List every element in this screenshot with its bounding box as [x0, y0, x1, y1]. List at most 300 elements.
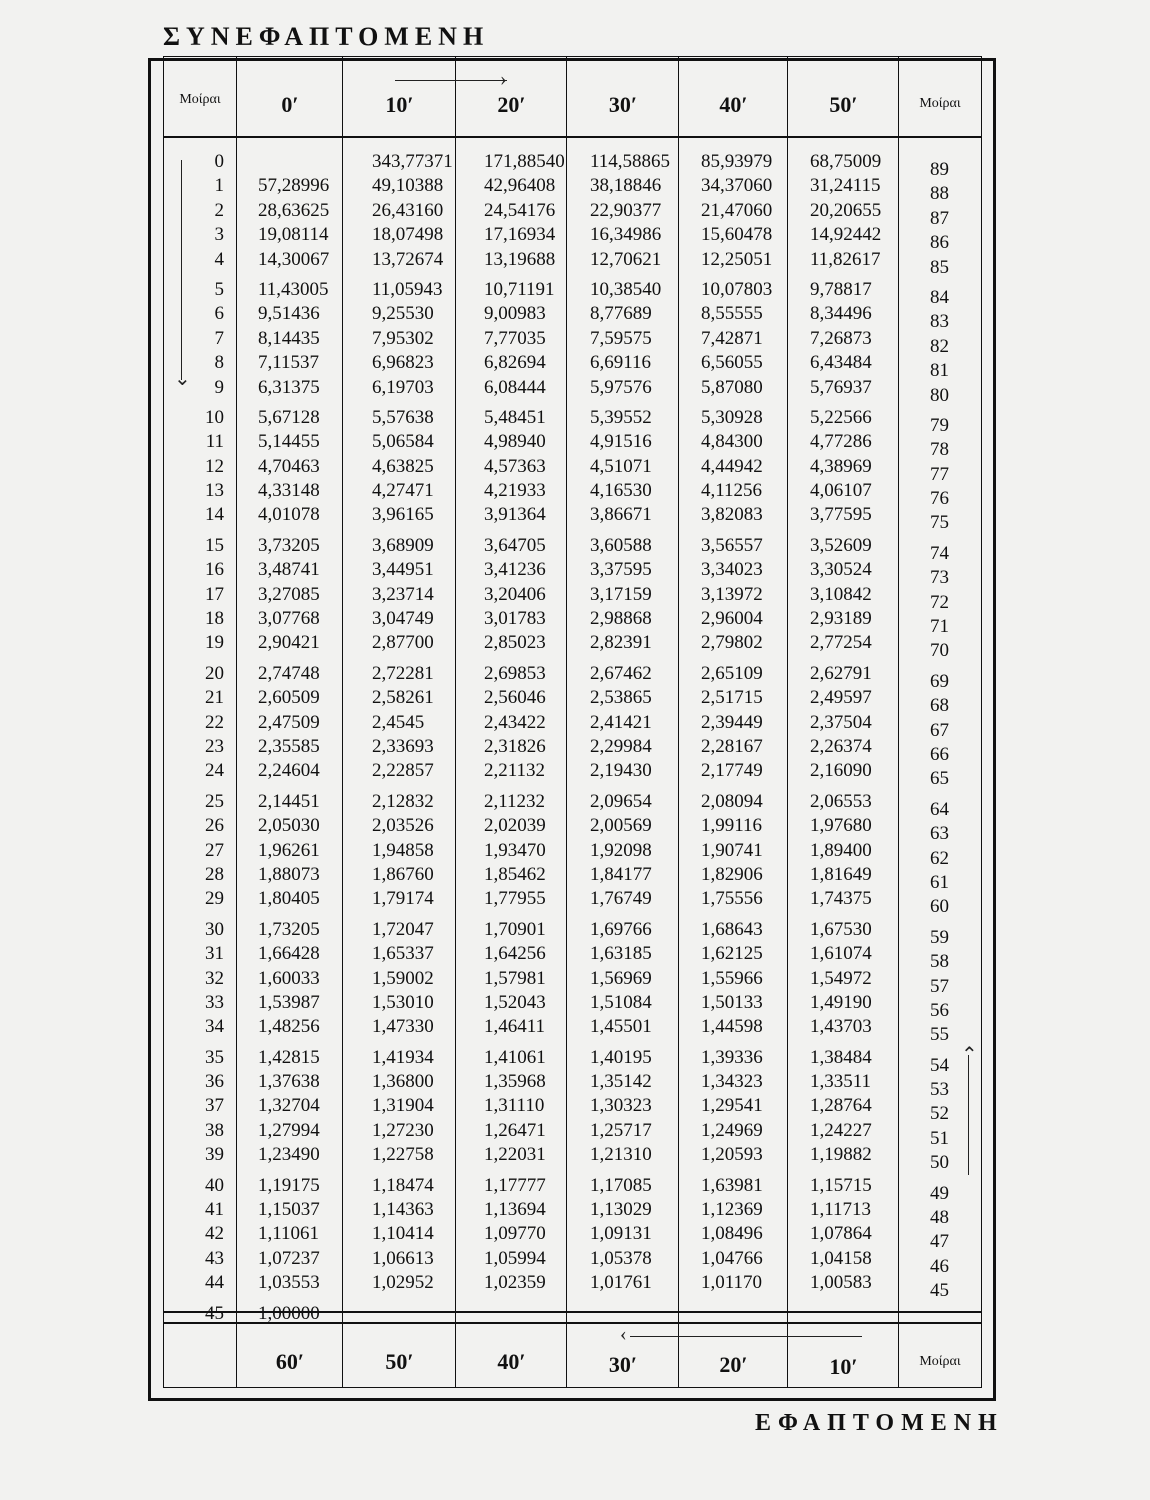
table-cell: 1,03553: [258, 1272, 320, 1294]
table-cell: 7,95302: [372, 327, 434, 349]
table-cell: 2: [214, 199, 224, 221]
table-cell: 3,48741: [258, 559, 320, 581]
table-cell: 5,76937: [810, 376, 872, 398]
table-cell: 29: [205, 888, 224, 910]
table-cell: 1,69766: [590, 918, 652, 940]
footer-arrow-left: [630, 1336, 862, 1337]
table-cell: 1: [214, 175, 224, 197]
table-cell: 34: [205, 1016, 224, 1038]
table-cell: 2,24604: [258, 760, 320, 782]
table-cell: 13,19688: [484, 248, 556, 270]
table-cell: 1,27994: [258, 1119, 320, 1141]
table-cell: 2,49597: [810, 687, 872, 709]
table-cell: 3,68909: [372, 534, 434, 556]
table-cell: 1,41934: [372, 1046, 434, 1068]
table-cell: 10,71191: [484, 278, 555, 300]
table-cell: 4,63825: [372, 455, 434, 477]
table-cell: 6,69116: [590, 352, 652, 374]
table-cell: 1,32704: [258, 1095, 320, 1117]
table-cell: 4,06107: [810, 480, 872, 502]
table-cell: 2,21132: [484, 760, 546, 782]
table-cell: [810, 1302, 881, 1326]
table-cell: 19,08114: [258, 224, 329, 246]
table-cell: 1,05994: [484, 1247, 546, 1269]
table-cell: 5,06584: [372, 431, 434, 453]
table-cell: 15,60478: [701, 224, 773, 246]
table-cell: 1,14363: [372, 1199, 434, 1221]
table-cell: 50: [930, 1152, 949, 1174]
table-cell: [258, 150, 329, 174]
table-cell: [484, 1302, 565, 1326]
table-cell: 79: [930, 414, 949, 436]
table-cell: 63: [930, 823, 949, 845]
table-cell: 1,43703: [810, 1016, 872, 1038]
table-cell: 7,42871: [701, 327, 763, 349]
table-cell: 2,00569: [590, 815, 652, 837]
table-cell: 2,77254: [810, 632, 872, 654]
table-cell: 1,53010: [372, 991, 434, 1013]
table-cell: 1,41061: [484, 1046, 546, 1068]
table-cell: 1,33511: [810, 1071, 872, 1093]
table-cell: 3,23714: [372, 583, 434, 605]
header-separator: [163, 136, 982, 138]
table-cell: 3,10842: [810, 583, 872, 605]
table-cell: 3,77595: [810, 504, 872, 526]
header-col-0: 0′: [281, 92, 299, 117]
table-cell: 1,42815: [258, 1046, 320, 1068]
column-divider: [342, 56, 343, 1388]
table-cell: 1,46411: [484, 1016, 546, 1038]
column-0-minutes: [258, 150, 329, 1326]
table-cell: 0: [214, 151, 224, 172]
table-cell: 44: [205, 1272, 224, 1294]
table-cell: 1,02952: [372, 1272, 434, 1294]
table-cell: 3,64705: [484, 534, 546, 556]
page-title-cotangent: ΣΥΝΕΦΑΠΤΟΜΕΝΗ: [163, 22, 490, 51]
table-cell: 17,16934: [484, 224, 556, 246]
table-cell: 1,92098: [590, 839, 652, 861]
table-cell: 3,07768: [258, 608, 320, 630]
table-cell: 12: [205, 455, 224, 477]
table-cell: 68: [930, 695, 949, 717]
table-cell: 1,04766: [701, 1247, 763, 1269]
header-col-30: 30′: [608, 92, 638, 117]
footer-col-50: 50′: [385, 1349, 414, 1374]
table-cell: 73: [930, 567, 949, 589]
table-cell: 59: [930, 926, 949, 948]
table-cell: 1,26471: [484, 1119, 546, 1141]
table-cell: 1,48256: [258, 1016, 320, 1038]
table-cell: 3,20406: [484, 583, 546, 605]
table-cell: 9,00983: [484, 303, 546, 325]
table-cell: 54: [930, 1054, 949, 1076]
table-cell: 2,29984: [590, 735, 652, 757]
table-cell: 14,92442: [810, 224, 882, 246]
column-divider: [236, 56, 237, 1388]
table-cell: 67: [930, 719, 949, 741]
table-cell: 31: [205, 943, 224, 965]
table-cell: 1,15715: [810, 1174, 872, 1196]
arrow-down-icon: ⌄: [174, 368, 191, 390]
table-cell: 2,79802: [701, 632, 763, 654]
table-cell: 1,31904: [372, 1095, 434, 1117]
table-cell: 3,30524: [810, 559, 872, 581]
table-cell: 1,63185: [590, 943, 652, 965]
table-cell: 2,4545: [372, 711, 425, 733]
table-cell: 1,50133: [701, 991, 763, 1013]
table-cell: 1,17085: [590, 1174, 652, 1196]
table-cell: 14: [205, 504, 224, 526]
table-cell: 7,59575: [590, 327, 652, 349]
table-cell: 1,11061: [258, 1223, 320, 1245]
footer-degrees-right: Μοίραι: [919, 1354, 961, 1369]
table-cell: 2,33693: [372, 735, 434, 757]
table-cell: 38,18846: [590, 175, 662, 197]
table-cell: 4,33148: [258, 480, 320, 502]
table-cell: 26: [205, 815, 224, 837]
table-cell: 114,58865: [590, 151, 671, 172]
table-cell: 1,22758: [372, 1144, 434, 1166]
table-cell: 2,87700: [372, 632, 434, 654]
table-cell: 34,37060: [701, 175, 773, 197]
table-cell: 2,05030: [258, 815, 320, 837]
table-cell: 37: [205, 1095, 224, 1117]
table-cell: 171,88540: [484, 151, 565, 172]
table-cell: 6,31375: [258, 376, 320, 398]
footer-col-40: 40′: [497, 1349, 526, 1374]
table-cell: 1,22031: [484, 1144, 546, 1166]
column-20-minutes: [484, 150, 565, 1326]
column-50-minutes: [810, 150, 881, 1326]
table-cell: 86: [930, 232, 949, 254]
column-10-minutes: [372, 150, 453, 1326]
degrees-right-column: [930, 158, 949, 1334]
footer-col-60: 60′: [275, 1349, 305, 1374]
table-cell: 1,72047: [372, 918, 434, 940]
table-cell: 57,28996: [258, 175, 330, 197]
header-col-50: 50′: [829, 92, 858, 117]
table-cell: 1,44598: [701, 1016, 763, 1038]
table-cell: 1,24969: [701, 1119, 763, 1141]
table-cell: 1,12369: [701, 1199, 763, 1221]
table-cell: 6,96823: [372, 352, 434, 374]
table-cell: 3,04749: [372, 608, 434, 630]
table-cell: 22,90377: [590, 199, 662, 221]
table-cell: 2,02039: [484, 815, 546, 837]
table-cell: 1,68643: [701, 918, 763, 940]
table-cell: 1,81649: [810, 863, 872, 885]
table-cell: 2,16090: [810, 760, 872, 782]
table-cell: 1,13694: [484, 1199, 546, 1221]
table-cell: 15: [205, 534, 224, 556]
table-cell: 3,44951: [372, 559, 434, 581]
arrow-up-icon: ⌃: [961, 1044, 978, 1066]
table-cell: 21: [205, 687, 224, 709]
table-cell: 1,85462: [484, 863, 546, 885]
table-cell: 74: [930, 542, 949, 564]
table-cell: 55: [930, 1024, 949, 1046]
table-cell: 65: [930, 768, 949, 790]
table-cell: 41: [205, 1199, 224, 1221]
table-cell: 2,19430: [590, 760, 652, 782]
table-cell: 3,01783: [484, 608, 546, 630]
table-cell: 1,53987: [258, 991, 320, 1013]
table-cell: 343,77371: [372, 151, 453, 172]
table-cell: 2,58261: [372, 687, 434, 709]
table-cell: 18: [205, 608, 224, 630]
table-cell: 1,18474: [372, 1174, 434, 1196]
table-cell: 18,07498: [372, 224, 444, 246]
table-cell: 1,21310: [590, 1144, 652, 1166]
table-cell: 62: [930, 847, 949, 869]
table-cell: 80: [930, 384, 949, 406]
table-cell: 39: [205, 1144, 224, 1166]
table-cell: 5,14455: [258, 431, 320, 453]
table-cell: 2,98868: [590, 608, 652, 630]
table-cell: 75: [930, 512, 949, 534]
table-cell: 13: [205, 480, 224, 502]
table-cell: 7,26873: [810, 327, 872, 349]
table-cell: 7: [214, 327, 224, 349]
table-cell: 36: [205, 1071, 224, 1093]
table-cell: 27: [205, 839, 224, 861]
table-cell: 42,96408: [484, 175, 556, 197]
table-cell: 57: [930, 975, 949, 997]
table-cell: 11,05943: [372, 278, 443, 300]
table-cell: 77: [930, 463, 949, 485]
table-cell: 87: [930, 207, 949, 229]
table-cell: 51: [930, 1127, 949, 1149]
table-cell: 1,67530: [810, 918, 872, 940]
table-cell: 2,53865: [590, 687, 652, 709]
header-col-20: 20′: [497, 92, 526, 117]
table-cell: 4,70463: [258, 455, 320, 477]
table-cell: 1,39336: [701, 1046, 763, 1068]
table-cell: 1,09131: [590, 1223, 652, 1245]
table-cell: 2,11232: [484, 790, 546, 812]
table-cell: 64: [930, 798, 949, 820]
table-cell: [590, 1302, 670, 1326]
table-cell: [930, 1310, 949, 1334]
table-cell: 71: [930, 616, 949, 638]
table-cell: 2,72281: [372, 662, 434, 684]
table-cell: 1,30323: [590, 1095, 652, 1117]
header-arrow-right: [395, 80, 507, 81]
table-cell: 6,56055: [701, 352, 763, 374]
footer-col-10: 10′: [829, 1354, 858, 1379]
table-cell: 1,76749: [590, 888, 652, 910]
table-cell: 1,07237: [258, 1247, 320, 1269]
table-cell: 82: [930, 335, 949, 357]
table-cell: 3,82083: [701, 504, 763, 526]
table-cell: 1,75556: [701, 888, 763, 910]
table-cell: 6,43484: [810, 352, 872, 374]
right-up-arrow: [968, 1055, 969, 1175]
column-divider: [898, 56, 899, 1388]
table-cell: 4,84300: [701, 431, 763, 453]
table-cell: 1,74375: [810, 888, 872, 910]
table-cell: 2,43422: [484, 711, 546, 733]
table-cell: 1,35142: [590, 1071, 652, 1093]
table-cell: 25: [205, 790, 224, 812]
table-cell: 9: [214, 376, 224, 398]
table-cell: 2,56046: [484, 687, 546, 709]
table-cell: 1,60033: [258, 967, 320, 989]
table-cell: 1,97680: [810, 815, 872, 837]
table-cell: 1,11713: [810, 1199, 872, 1221]
table-cell: 1,49190: [810, 991, 872, 1013]
table-cell: 1,80405: [258, 888, 320, 910]
table-cell: 72: [930, 591, 949, 613]
table-cell: 5,67128: [258, 406, 320, 428]
table-cell: 1,35968: [484, 1071, 546, 1093]
table-cell: 1,31110: [484, 1095, 545, 1117]
table-cell: 1,96261: [258, 839, 320, 861]
table-cell: 1,57981: [484, 967, 546, 989]
table-cell: 1,37638: [258, 1071, 320, 1093]
table-cell: 3,17159: [590, 583, 652, 605]
table-cell: 6: [214, 303, 224, 325]
table-cell: 14,30067: [258, 248, 330, 270]
table-cell: 3,96165: [372, 504, 434, 526]
table-cell: 2,08094: [701, 790, 763, 812]
column-40-minutes: [701, 150, 772, 1326]
table-cell: 6,08444: [484, 376, 546, 398]
table-cell: 3,41236: [484, 559, 546, 581]
table-cell: 3,37595: [590, 559, 652, 581]
table-cell: 2,74748: [258, 662, 320, 684]
table-cell: 1,19175: [258, 1174, 320, 1196]
table-cell: 9,51436: [258, 303, 320, 325]
table-cell: 1,10414: [372, 1223, 434, 1245]
table-cell: 10,38540: [590, 278, 662, 300]
table-cell: 40: [205, 1174, 224, 1196]
table-cell: 2,90421: [258, 632, 320, 654]
table-cell: 2,06553: [810, 790, 872, 812]
table-cell: 2,93189: [810, 608, 872, 630]
table-cell: 1,86760: [372, 863, 434, 885]
table-cell: 1,56969: [590, 967, 652, 989]
table-cell: 11: [205, 431, 224, 453]
table-cell: 1,02359: [484, 1272, 546, 1294]
table-cell: 3,27085: [258, 583, 320, 605]
table-cell: 26,43160: [372, 199, 444, 221]
table-cell: [372, 1302, 453, 1326]
table-cell: 28: [205, 863, 224, 885]
table-cell: 3,86671: [590, 504, 652, 526]
table-cell: 8: [214, 352, 224, 374]
table-cell: 1,51084: [590, 991, 652, 1013]
table-cell: 83: [930, 311, 949, 333]
table-cell: 42: [205, 1223, 224, 1245]
header-degrees-left: Μοίραι: [179, 92, 221, 107]
table-cell: 32: [205, 967, 224, 989]
table-cell: 3,13972: [701, 583, 763, 605]
table-cell: 2,41421: [590, 711, 652, 733]
table-cell: 1,45501: [590, 1016, 652, 1038]
table-cell: 1,82906: [701, 863, 763, 885]
table-cell: 1,61074: [810, 943, 872, 965]
table-cell: 1,00583: [810, 1272, 872, 1294]
table-cell: 7,11537: [258, 352, 320, 374]
table-cell: 60: [930, 896, 949, 918]
table-cell: 1,79174: [372, 888, 434, 910]
table-cell: 1,05378: [590, 1247, 652, 1269]
table-cell: 5,97576: [590, 376, 652, 398]
table-cell: 24,54176: [484, 199, 556, 221]
table-cell: 2,62791: [810, 662, 872, 684]
column-divider: [787, 56, 788, 1388]
table-cell: 78: [930, 439, 949, 461]
table-cell: 4,44942: [701, 455, 763, 477]
table-cell: 8,34496: [810, 303, 872, 325]
table-cell: 1,25717: [590, 1119, 652, 1141]
table-cell: 1,06613: [372, 1247, 434, 1269]
table-cell: 17: [205, 583, 224, 605]
table-cell: 85,93979: [701, 151, 773, 172]
table-cell: 1,17777: [484, 1174, 546, 1196]
table-cell: 1,38484: [810, 1046, 872, 1068]
table-cell: 9,25530: [372, 303, 434, 325]
table-cell: 5,57638: [372, 406, 434, 428]
table-cell: 4,77286: [810, 431, 872, 453]
table-cell: 1,90741: [701, 839, 763, 861]
table-cell: 5,39552: [590, 406, 652, 428]
table-cell: 69: [930, 670, 949, 692]
table-cell: 4,57363: [484, 455, 546, 477]
table-cell: 7,77035: [484, 327, 546, 349]
table-cell: 8,77689: [590, 303, 652, 325]
table-cell: 1,08496: [701, 1223, 763, 1245]
table-cell: 2,26374: [810, 735, 872, 757]
table-cell: 2,03526: [372, 815, 434, 837]
table-cell: 23: [205, 735, 224, 757]
table-cell: 28,63625: [258, 199, 330, 221]
table-cell: 5,30928: [701, 406, 763, 428]
table-cell: 1,04158: [810, 1247, 872, 1269]
table-cell: 3,91364: [484, 504, 546, 526]
table-cell: 66: [930, 743, 949, 765]
table-cell: 11,82617: [810, 248, 881, 270]
arrow-left-icon: ‹: [620, 1323, 627, 1345]
table-cell: 2,96004: [701, 608, 763, 630]
table-cell: 3: [214, 224, 224, 246]
table-cell: 70: [930, 640, 949, 662]
table-cell: 89: [930, 159, 949, 180]
table-cell: 58: [930, 951, 949, 973]
table-cell: 2,14451: [258, 790, 320, 812]
table-cell: 1,73205: [258, 918, 320, 940]
table-cell: 1,40195: [590, 1046, 652, 1068]
table-cell: 88: [930, 183, 949, 205]
table-cell: 2,09654: [590, 790, 652, 812]
table-cell: 2,28167: [701, 735, 763, 757]
table-cell: 22: [205, 711, 224, 733]
table-cell: 8,55555: [701, 303, 763, 325]
table-cell: 1,54972: [810, 967, 872, 989]
table-cell: 1,59002: [372, 967, 434, 989]
column-30-minutes: [590, 150, 670, 1326]
table-cell: 20,20655: [810, 199, 882, 221]
table-cell: 1,88073: [258, 863, 320, 885]
table-cell: 5,48451: [484, 406, 546, 428]
table-cell: 30: [205, 918, 224, 940]
table-cell: 45: [205, 1302, 224, 1324]
table-cell: 20: [205, 662, 224, 684]
table-cell: 1,34323: [701, 1071, 763, 1093]
table-cell: 1,99116: [701, 815, 763, 837]
column-divider: [566, 56, 567, 1388]
